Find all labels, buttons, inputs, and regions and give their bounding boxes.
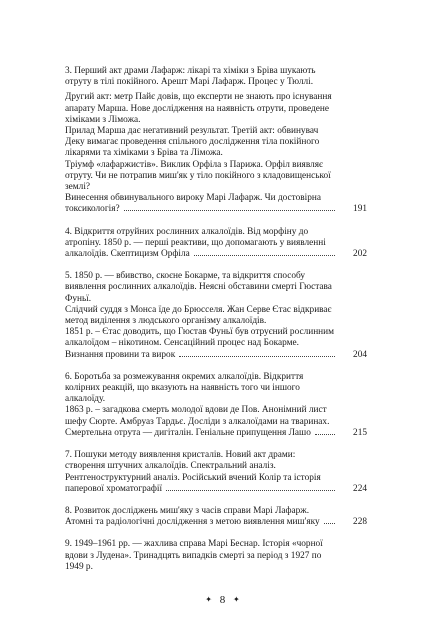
entry-line: хіміками з Ліможа. xyxy=(65,114,141,125)
entry-final-line xyxy=(65,484,367,495)
entry-line: алкалоїду. xyxy=(65,394,106,405)
entry-line: Другий акт: метр Пайє довів, що експерти не знають про існування xyxy=(65,92,332,103)
entry-line: виявлення рослинних алкалоїдів. Неясні обставини смерті Гюстава xyxy=(65,282,332,293)
entry-line: Винесення обвинувального вироку Марі Лафарж. Чи достовірна xyxy=(65,193,321,204)
entry-line: паперової хроматографії xyxy=(65,483,163,494)
ornament-right-icon: ✦ xyxy=(233,595,240,604)
toc-entry xyxy=(65,450,367,495)
entry-line: Тріумф «лафаржистів». Виклик Орфіла з Парижа. Орфіл виявляє xyxy=(65,159,323,170)
entry-line: 1851 р. – Єтас доводить, що Гюстав Фуньї був отруєний рослинним xyxy=(65,327,335,338)
dot-leader xyxy=(124,210,335,211)
entry-page-number: 202 xyxy=(353,249,367,260)
entry-line: отруту в тілі покійного. Арешт Марі Лафарж. Процес у Тюллі. xyxy=(65,77,314,88)
entry-line: 7. Пошуки методу виявлення кристалів. Новий акт драми: xyxy=(65,450,296,461)
entry-line: токсикологія? xyxy=(65,204,120,215)
toc-entry xyxy=(65,66,367,216)
entry-page-number: 228 xyxy=(353,517,367,528)
entry-line: 1949 р. xyxy=(65,561,93,572)
entry-final-line xyxy=(65,249,367,260)
toc-entry xyxy=(65,271,367,361)
entry-line: Слідчий суддя з Монса їде до Брюсселя. Жан Серве Єтас відкриває xyxy=(65,304,332,315)
entry-line: 5. 1850 р. — вбивство, скоєне Бокарме, та відкриття способу xyxy=(65,271,305,282)
entry-page-number: 204 xyxy=(353,349,367,360)
entry-line: Фуньї. xyxy=(65,293,92,304)
page-footer xyxy=(0,594,445,606)
entry-line: Прилад Марша дає негативний результат. Третій акт: обвинувач xyxy=(65,126,319,137)
entry-line: 3. Перший акт драми Лафарж: лікарі та хіміки з Бріва шукають xyxy=(65,66,316,76)
dot-leader xyxy=(324,523,335,524)
entry-line: лікарями та хіміками з Бріва та Ліможа. xyxy=(65,148,223,159)
entry-line: Атомні та радіологічні дослідження з метою виявлення миш'яку xyxy=(65,517,320,528)
entry-line: 1863 р. – загадкова смерть молодої вдови де Пов. Анонімний лист xyxy=(65,405,327,416)
entry-line: 4. Відкриття отруйних рослинних алкалоїдів. Від морфіну до xyxy=(65,226,309,237)
entry-final-line xyxy=(65,428,367,439)
entry-page-number: 215 xyxy=(353,427,367,438)
dot-leader xyxy=(179,356,335,357)
toc-entry xyxy=(65,539,367,573)
entry-line: алкалоїдом – нікотином. Сенсаційний процес над Бокарме. xyxy=(65,338,299,349)
entry-line: 6. Боротьба за розмежування окремих алкалоїдів. Відкриття xyxy=(65,371,304,382)
entry-line: землі? xyxy=(65,182,91,193)
entry-line: Деку вимагає проведення спільного дослідження тіла покійного xyxy=(65,137,320,148)
dot-leader xyxy=(194,255,335,256)
entry-line: 9. 1949–1961 рр. — жахлива справа Марі Беснар. Історія «чорної xyxy=(65,539,323,550)
entry-line: Рентгеноструктурний аналіз. Російський вчений Колір та історія xyxy=(65,472,321,483)
dot-leader xyxy=(166,490,335,491)
entry-final-line xyxy=(65,517,367,528)
entry-line: створення штучних алкалоїдів. Спектральний аналіз. xyxy=(65,461,276,472)
toc-entry xyxy=(65,372,367,439)
entry-line: атропіну. 1850 р. — перші реактиви, що допомагають у виявленні xyxy=(65,237,326,248)
entry-page-number: 224 xyxy=(353,483,367,494)
entry-line: Визнання провини та вирок xyxy=(65,349,176,360)
entry-final-line xyxy=(65,204,367,215)
page-number: 8 xyxy=(219,594,226,606)
entry-line: Смертельна отрута — дигіталін. Геніальне припущення Лашо xyxy=(65,427,311,438)
entry-final-line xyxy=(65,350,367,361)
entry-line: шефу Сюрте. Амбруаз Тардьє. Досліди з алкалоїдами на тваринах. xyxy=(65,416,330,427)
entry-line: метод виділення з людського організму алкалоїдів. xyxy=(65,316,267,327)
entry-line: колірних реакцій, що вказують на наявність того чи іншого xyxy=(65,383,300,394)
ornament-left-icon: ✦ xyxy=(205,595,212,604)
entry-line: 8. Розвиток досліджень миш'яку з часів справи Марі Лафарж. xyxy=(65,505,310,516)
dot-leader xyxy=(315,434,335,435)
entry-line: отруту. Чи не потрапив миш'як у тіло покійного з кладовищенської xyxy=(65,170,331,181)
toc-entry xyxy=(65,506,367,528)
toc-entry xyxy=(65,227,367,261)
entry-page-number: 191 xyxy=(353,204,367,215)
table-of-contents xyxy=(65,66,367,584)
entry-line: вдови з Лудена». Тринадцять випадків смерті за період з 1927 по xyxy=(65,550,322,561)
entry-line: апарату Марша. Нове дослідження на наявність отрути, проведене xyxy=(65,103,329,114)
entry-line: алкалоїдів. Скептицизм Орфіла xyxy=(65,249,190,260)
